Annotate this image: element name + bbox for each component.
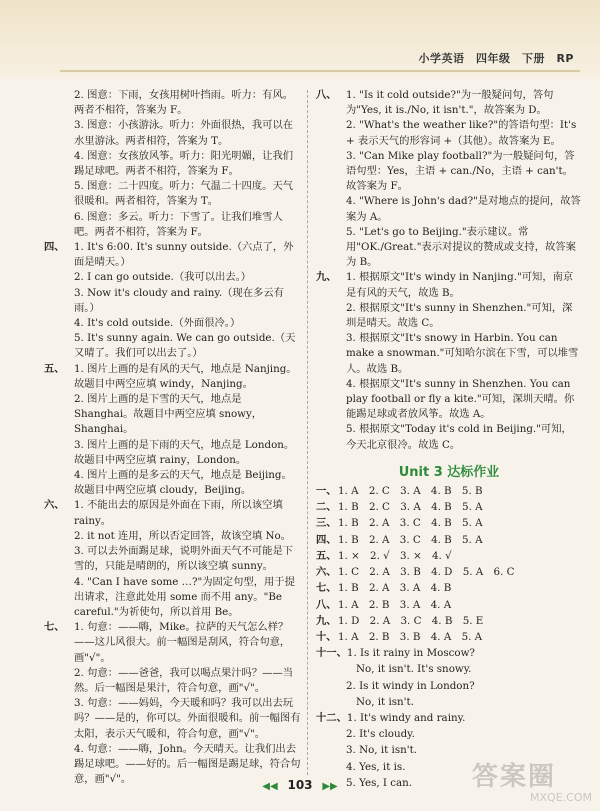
answer-row — [316, 711, 582, 726]
next-page-arrows-icon: ▶▶ — [322, 781, 338, 792]
answer-line: 1. Is it rainy in Moscow? — [346, 647, 475, 660]
section-8 — [316, 88, 582, 270]
section-7 — [44, 620, 302, 787]
watermark-text: 答案圈 — [472, 762, 557, 792]
answer-row — [316, 516, 582, 531]
answer-values: 1. B 2. C 3. A 4. B 5. A — [338, 501, 483, 514]
section-number: 五、 — [316, 549, 337, 562]
section-number: 一、 — [316, 485, 337, 498]
answer-values: 1. C 2. A 3. B 4. D 5. A 6. C — [338, 566, 515, 579]
list-item: 1. 句意：——嗨，Mike。拉萨的天气怎么样？——这儿风很大。前一幅图是刮风，符合句意，画"√"。 — [74, 621, 291, 664]
answer-line: 3. No, it isn't. — [346, 744, 418, 757]
list-item: 5. 图意：二十四度。听力：气温二十四度。天气很暖和。两者相符，答案为 T。 — [74, 180, 294, 208]
section-3-continued — [44, 88, 302, 240]
list-item: 4. 句意：——嗨，John。今天晴天。让我们出去踢足球吧。——好的。后一幅图是踢足球，符合句意，画"√"。 — [74, 742, 301, 786]
answer-values: 1. D 2. A 3. C 4. B 5. E — [338, 614, 484, 627]
list-item: 4. It's cold outside.（外面很冷。） — [74, 317, 241, 330]
section-4 — [44, 240, 302, 362]
section-number: 八、 — [316, 89, 337, 101]
list-item: 2. "What's the weather like?"的答语句型：It's + 表示天气的形容词 +（其他）。故答案为 E。 — [346, 119, 577, 147]
answer-line: 2. It's cloudy. — [346, 728, 415, 741]
answer-line: 2. Is it windy in London? — [346, 679, 475, 692]
answer-values: 1. B 2. A 3. C 4. B 5. A — [338, 533, 483, 546]
header-band — [0, 0, 600, 78]
list-item: 1. It's 6:00. It's sunny outside.（六点了，外面是晴天。） — [74, 241, 294, 269]
list-item: 1. 不能出去的原因是外面在下雨，所以该空填 rainy。 — [74, 499, 283, 527]
section-5 — [44, 362, 302, 499]
header-rule — [60, 70, 580, 72]
section-number: 五、 — [44, 362, 65, 375]
answer-values: 1. A 2. C 3. A 4. B 5. B — [338, 485, 483, 498]
section-number: 六、 — [316, 566, 337, 579]
prev-page-arrows-icon: ◀◀ — [262, 781, 278, 792]
section-number: 十、 — [316, 630, 337, 643]
answer-line: 4. Yes, it is. — [346, 760, 406, 773]
answer-row — [316, 484, 582, 499]
page-number: 103 — [287, 778, 313, 792]
section-number: 二、 — [316, 501, 337, 514]
list-item: 2. 图片上画的是下雪的天气，地点是 Shanghai。故题目中两空应填 snowy，Shanghai。 — [74, 393, 263, 436]
list-item: 4. 图意：女孩放风筝。听力：阳光明媚，让我们踢足球吧。两者不相符，答案为 F。 — [74, 149, 294, 178]
answer-line: 5. Yes, I can. — [346, 776, 413, 789]
column-divider — [307, 90, 308, 775]
section-6 — [44, 498, 302, 620]
answer-row — [316, 581, 582, 596]
list-item: 4. 根据原文"It's sunny in Shenzhen. You can play football or fly a kite."可知，深圳天晴。你能踢足球或者放风筝。故选 A。 — [346, 377, 575, 421]
answer-key — [316, 484, 582, 791]
list-item: 2. 根据原文"It's sunny in Shenzhen."可知，深圳是晴天。故选 C。 — [346, 301, 573, 330]
right-column — [316, 88, 582, 792]
list-item: 5. It's sunny again. We can go outside.（天又晴了。我们可以出去了。） — [74, 332, 296, 360]
watermark-logo — [472, 763, 592, 807]
answer-values: 1. A 2. B 3. B 4. A 5. A — [338, 630, 483, 643]
list-item: 4. 图片上画的是多云的天气，地点是 Beijing。故题目中两空应填 cloudy，Beijing。 — [74, 469, 292, 497]
section-number: 七、 — [316, 582, 337, 595]
list-item: 4. "Can I have some …?"为固定句型，用于提出请求，注意此处用 some 而不用 any。"Be careful."为祈使句，所以首用 Be。 — [74, 575, 295, 618]
answer-row — [316, 614, 582, 629]
list-item: 4. "Where is John's dad?"是对地点的提问，故答案为 A。 — [346, 195, 581, 223]
list-item: 3. "Can Mike play football?"为一般疑问句，答语句型：Yes，主语 + can./No，主语 + can't。故答案为 F。 — [346, 149, 575, 193]
answer-row — [316, 598, 582, 613]
answer-line: No, it isn't. It's snowy. — [356, 663, 472, 676]
section-number: 九、 — [316, 614, 337, 627]
unit-title: Unit 3 达标作业 — [398, 464, 500, 480]
book-label: 小学英语 四年级 下册 RP — [418, 52, 574, 65]
answer-values: 1. A 2. B 3. A 4. A — [338, 598, 452, 611]
list-item: 3. 句意：——妈妈，今天暖和吗？我可以出去玩吗？——是的，你可以。外面很暖和。前一幅图有太阳，表示天气暖和，符合句意，画"√"。 — [74, 697, 301, 740]
list-item: 2. 图意：下雨，女孩用树叶挡雨。听力：有风。两者不相符，答案为 F。 — [74, 89, 294, 117]
list-item: 6. 图意：多云。听力：下雪了。让我们堆雪人吧。两者不相符，答案为 F。 — [74, 210, 283, 238]
list-item: 3. 图片上画的是下雨的天气，地点是 London。故题目中两空应填 rainy，London。 — [74, 438, 295, 466]
list-item: 3. 图意：小孩游泳。听力：外面很热，我可以在水里游泳。两者相符，答案为 T。 — [74, 119, 294, 147]
answer-values: 1. B 2. A 3. C 4. B 5. A — [338, 517, 483, 530]
answer-row — [316, 630, 582, 645]
answer-values: 1. B 2. A 3. A 4. B — [338, 582, 452, 595]
list-item: 3. 根据原文"It's snowy in Harbin. You can make a snowman."可知哈尔滨在下雪，可以堆雪人。故选 B。 — [346, 332, 579, 375]
left-column — [44, 88, 302, 787]
answer-line: No, it isn't. — [356, 695, 414, 708]
list-item: 1. 根据原文"It's windy in Nanjing."可知，南京是有风的天气，故选 B。 — [346, 271, 574, 299]
list-item: 2. it not 连用，所以否定回答，故该空填 No。 — [74, 529, 291, 542]
list-item: 2. 句意：——爸爸，我可以喝点果汁吗？——当然。后一幅图是果汁，符合句意，画"√"。 — [74, 666, 294, 694]
section-9 — [316, 270, 582, 452]
answer-row — [316, 533, 582, 548]
list-item: 3. Now it's cloudy and rainy.（现在多云有雨。） — [74, 286, 284, 314]
section-number: 七、 — [44, 621, 65, 634]
section-number: 八、 — [316, 598, 337, 611]
list-item: 5. 根据原文"Today it's cold in Beijing."可知，今天北京很冷。故选 C。 — [346, 423, 572, 451]
section-number: 六、 — [44, 499, 65, 512]
list-item: 2. I can go outside.（我可以出去。） — [74, 271, 252, 284]
list-item: 3. 可以去外面踢足球，说明外面天气不可能是下雪的，只能是晴朗的，所以该空填 sunny。 — [74, 545, 294, 573]
answer-values: 1. × 2. √ 3. × 4. √ — [338, 549, 452, 562]
list-item: 1. "Is it cold outside?"为一般疑问句，答句为"Yes, it is./No, it isn't."，故答案为 D。 — [346, 89, 554, 117]
list-item: 1. 图片上画的是有风的天气，地点是 Nanjing。故题目中两空应填 windy，Nanjing。 — [74, 362, 297, 390]
list-item: 5. "Let's go to Beijing."表示建议。常用"OK./Great."表示对提议的赞成或支持，故答案为 B。 — [346, 225, 576, 269]
answer-row — [316, 549, 582, 564]
answer-row — [316, 500, 582, 515]
answer-row — [316, 646, 582, 661]
answer-line: 1. It's windy and rainy. — [346, 711, 466, 724]
watermark-url: MXQE.COM — [530, 791, 592, 804]
answer-row — [316, 565, 582, 580]
section-number: 四、 — [44, 241, 65, 254]
section-number: 四、 — [316, 533, 337, 546]
section-number: 九、 — [316, 271, 337, 284]
section-number: 十一、 — [316, 647, 347, 660]
section-number: 三、 — [316, 517, 337, 530]
section-number: 十二、 — [316, 711, 347, 724]
